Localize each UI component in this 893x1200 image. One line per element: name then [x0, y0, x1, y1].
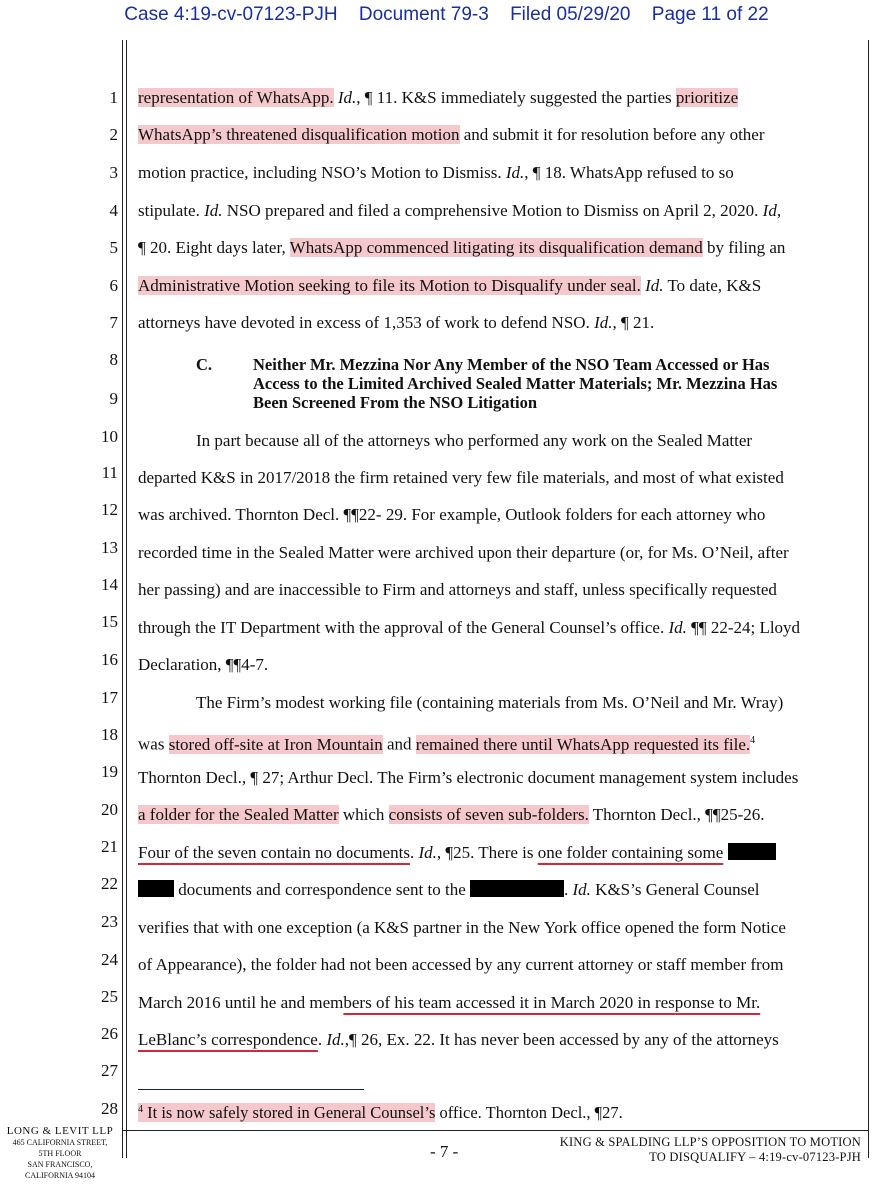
- line-number: 9: [109, 389, 118, 408]
- highlight: a folder for the Sealed Matter: [138, 805, 339, 824]
- line-number: 8: [109, 350, 118, 369]
- highlight: WhatsApp’s threatened disqualification motion: [138, 125, 460, 144]
- section-heading-line: Neither Mr. Mezzina Nor Any Member of the NSO Team Accessed or Has: [253, 355, 770, 374]
- firm-block: [0, 1126, 120, 1181]
- text-line: In part because all of the attorneys who performed any work on the Sealed Matter: [196, 431, 753, 450]
- line-number: 23: [101, 912, 118, 931]
- highlight: remained there until WhatsApp requested its file.: [415, 734, 751, 754]
- line-number: 24: [101, 950, 118, 969]
- line-number: 14: [101, 575, 118, 594]
- redaction-bar: [728, 843, 776, 860]
- section-heading-line: Been Screened From the NSO Litigation: [253, 393, 537, 412]
- line-number: 4: [109, 201, 118, 220]
- text-line: representation of WhatsApp. Id., ¶ 11. K&S immediately suggested the parties prioritize: [138, 88, 739, 107]
- highlight: WhatsApp commenced litigating its disqualification demand: [289, 238, 703, 257]
- firm-address: SAN FRANCISCO,: [27, 1160, 93, 1169]
- caption-line: TO DISQUALIFY – 4:19-cv-07123-PJH: [649, 1150, 861, 1164]
- text-line: departed K&S in 2017/2018 the firm retained very few file materials, and most of what existed: [138, 468, 784, 487]
- red-underline: Four of the seven contain no documents: [138, 843, 410, 862]
- caption-line: KING & SPALDING LLP’S OPPOSITION TO MOTION: [559, 1135, 861, 1149]
- line-number: 11: [101, 463, 118, 482]
- text-line: stipulate. Id. NSO prepared and filed a comprehensive Motion to Dismiss on April 2, 2020. Id,: [138, 201, 782, 220]
- firm-name: LONG & LEVIT LLP: [6, 1125, 114, 1137]
- line-number: 17: [101, 688, 118, 707]
- line-number: 28: [101, 1099, 118, 1118]
- document-number: Document 79-3: [358, 4, 489, 25]
- line-number: 2: [109, 125, 118, 144]
- left-margin-rule-inner: [126, 40, 127, 1158]
- text-line: documents and correspondence sent to the . Id. K&S’s General Counsel: [138, 878, 760, 902]
- text-line: was archived. Thornton Decl. ¶¶22- 29. For example, Outlook folders for each attorney who: [138, 505, 766, 524]
- page-number: - 7 -: [430, 1142, 459, 1161]
- highlight: consists of seven sub-folders.: [388, 805, 589, 824]
- footnote-rule: [138, 1089, 364, 1090]
- line-number: 22: [101, 874, 118, 893]
- document-caption: [560, 1135, 861, 1165]
- highlight: prioritize: [675, 88, 739, 107]
- line-number: 16: [101, 650, 118, 669]
- text-line: The Firm’s modest working file (containing materials from Ms. O’Neil and Mr. Wray): [196, 693, 784, 712]
- line-number: 20: [101, 800, 118, 819]
- line-number: 3: [109, 163, 118, 182]
- footnote: $^4$ It is now safely stored in General Counsel’s office. Thornton Decl., ¶27.: [138, 1103, 623, 1122]
- line-number: 27: [101, 1061, 118, 1080]
- text-line: Declaration, ¶¶4-7.: [138, 655, 269, 674]
- text-line: was stored off-site at Iron Mountain and remained there until WhatsApp requested its file.$^4$: [138, 734, 756, 754]
- section-letter: C.: [196, 355, 213, 374]
- footnote-mark: 4: [138, 1104, 143, 1115]
- line-number: 5: [109, 238, 118, 257]
- text-line: Four of the seven contain no documents. Id., ¶25. There is one folder containing some: [138, 841, 776, 865]
- redaction-bar: [470, 880, 564, 897]
- line-number: 21: [101, 837, 118, 856]
- line-number: 15: [101, 612, 118, 631]
- redaction-bar: [138, 880, 174, 897]
- text-line: her passing) and are inaccessible to Firm and attorneys and staff, unless specifically requested: [138, 580, 777, 599]
- case-header: [0, 4, 893, 26]
- text-line: a folder for the Sealed Matter which consists of seven sub-folders. Thornton Decl., ¶¶25-26.: [138, 805, 765, 824]
- firm-address: CALIFORNIA 94104: [24, 1171, 95, 1180]
- filed-date: Filed 05/29/20: [510, 4, 631, 25]
- line-number: 13: [101, 538, 118, 557]
- text-line: Thornton Decl., ¶ 27; Arthur Decl. The Firm’s electronic document management system includes: [138, 768, 799, 787]
- text-line: ¶ 20. Eight days later, WhatsApp commenced litigating its disqualification demand by filing an: [138, 238, 786, 257]
- line-number: 19: [101, 762, 118, 781]
- section-heading-line: Access to the Limited Archived Sealed Matter Materials; Mr. Mezzina Has: [253, 374, 778, 393]
- text-line: verifies that with one exception (a K&S partner in the New York office opened the form Notice: [138, 918, 786, 937]
- text-line: through the IT Department with the approval of the General Counsel’s office. Id. ¶¶ 22-24; Lloyd: [138, 618, 801, 637]
- highlight: stored off-site at Iron Mountain: [168, 734, 383, 754]
- line-number: 7: [109, 313, 118, 332]
- text-line: recorded time in the Sealed Matter were archived upon their departure (or, for Ms. O’Neil, after: [138, 543, 789, 562]
- footnote-ref[interactable]: 4: [750, 735, 756, 746]
- highlight: representation of WhatsApp.: [138, 88, 334, 107]
- right-margin-rule: [868, 40, 869, 1158]
- text-line: LeBlanc’s correspondence. Id.,¶ 26, Ex. 22. It has never been accessed by any of the attorneys: [138, 1030, 779, 1049]
- red-underline: one folder containing some: [537, 843, 724, 862]
- text-line: motion practice, including NSO’s Motion to Dismiss. Id., ¶ 18. WhatsApp refused to so: [138, 163, 734, 182]
- case-number: Case 4:19-cv-07123-PJH: [124, 4, 338, 25]
- red-underline: bers of his team accessed it in March 2020 in response to Mr.: [343, 993, 761, 1012]
- line-number: 10: [101, 427, 118, 446]
- left-margin-rule: [122, 40, 123, 1158]
- text-line: Administrative Motion seeking to file its Motion to Disqualify under seal. Id. To date, K&S: [138, 276, 762, 295]
- page-indicator: Page 11 of 22: [651, 4, 769, 25]
- line-number: 18: [101, 725, 118, 744]
- highlight: $^4$ It is now safely stored in General Counsel’s: [138, 1103, 436, 1122]
- firm-address: 465 CALIFORNIA STREET,: [12, 1138, 108, 1147]
- text-line: attorneys have devoted in excess of 1,353 of work to defend NSO. Id., ¶ 21.: [138, 313, 655, 332]
- line-number: 1: [109, 88, 118, 107]
- footer-rule: [122, 1130, 868, 1131]
- text-line: WhatsApp’s threatened disqualification motion and submit it for resolution before any other: [138, 125, 765, 144]
- line-number: 25: [101, 987, 118, 1006]
- text-line: March 2016 until he and members of his team accessed it in March 2020 in response to Mr.: [138, 993, 761, 1012]
- line-number: 6: [109, 276, 118, 295]
- firm-address: 5TH FLOOR: [38, 1149, 82, 1158]
- line-number: 12: [101, 500, 118, 519]
- text-line: of Appearance), the folder had not been accessed by any current attorney or staff member from: [138, 955, 784, 974]
- red-underline: LeBlanc’s correspondence: [138, 1030, 318, 1049]
- highlight: Administrative Motion seeking to file its Motion to Disqualify under seal.: [138, 276, 641, 295]
- line-number: 26: [101, 1024, 118, 1043]
